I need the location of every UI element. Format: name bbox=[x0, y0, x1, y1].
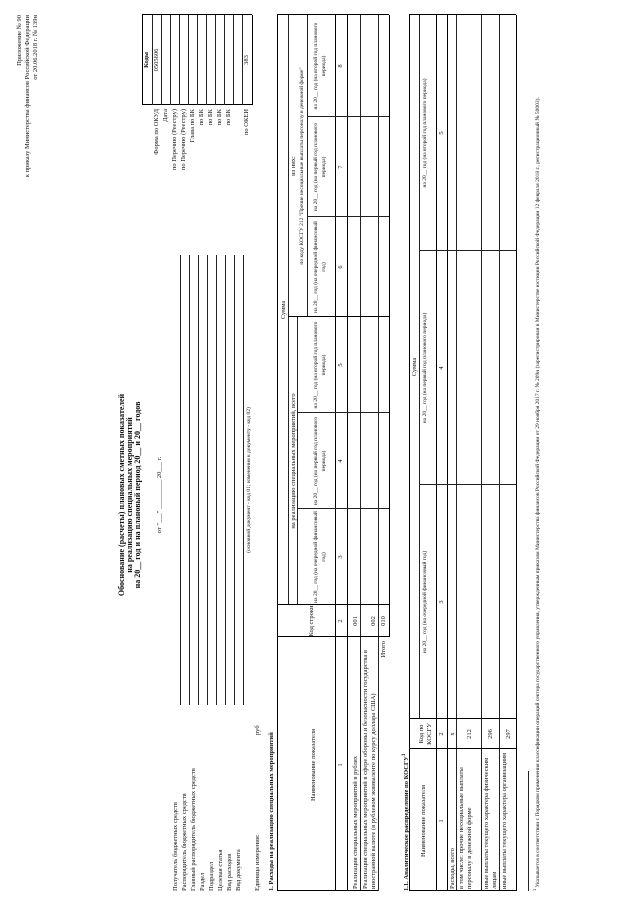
s11-header-name: Наименование показателя bbox=[420, 784, 427, 858]
code-label-date: Дата bbox=[162, 109, 169, 122]
code-label-okei: по ОКЕИ bbox=[243, 109, 250, 136]
s11-row-297-name: иные выплаты текущего характера организациям bbox=[501, 752, 508, 889]
field-manager: Распорядитель бюджетных средств bbox=[181, 793, 188, 891]
title-line-3: на 20__ год и на плановый период 20__ и 20__ годов bbox=[133, 401, 142, 589]
code-label-bk-4: по БК bbox=[225, 109, 232, 126]
s11-row-296-name: иные выплаты текущего характера физическим лицам bbox=[483, 757, 498, 889]
s11-row-212-code: 212 bbox=[466, 729, 473, 739]
field-recipient: Получатель бюджетных средств bbox=[172, 802, 179, 891]
s1-colnum-8: 8 bbox=[337, 64, 344, 68]
s11-row-total-name: Расходы, всего bbox=[449, 848, 456, 889]
document-title bbox=[118, 235, 164, 755]
appendix-number: Приложение № 90 bbox=[16, 15, 23, 66]
s1-row-total-name: Итого bbox=[380, 641, 387, 658]
code-label-bk-2: по БК bbox=[207, 109, 214, 126]
field-target-article: Целевая статья bbox=[217, 849, 224, 891]
s11-colnum-3: 3 bbox=[438, 600, 445, 604]
s11-colnum-1: 1 bbox=[438, 819, 445, 823]
s1-header-incl: из них: bbox=[290, 156, 297, 176]
s1-header-kosgu: по коду КОСГУ 212 "Прочие несоциальные выплаты персоналу в денежной форме" bbox=[299, 67, 305, 265]
appendix-order: к приказу Министерства финансов Российской Федерации bbox=[24, 15, 31, 178]
s1-period-3: на 20__ год (на второй год планового периода) bbox=[313, 321, 327, 409]
s1-colnum-4: 4 bbox=[337, 459, 344, 463]
section1-title: 1. Расходы на реализацию специальных мероприятий bbox=[268, 732, 275, 891]
title-date: от "___" _________ 20___ г. bbox=[156, 456, 163, 534]
s11-row-297-code: 297 bbox=[505, 729, 512, 739]
s1-period-1: на 20__ год (на очередной финансовый год) bbox=[313, 511, 327, 603]
codes-header: Коды bbox=[143, 52, 150, 68]
s11-period-2: на 20__ год (на первый год планового периода) bbox=[422, 312, 428, 424]
s1-colnum-2: 2 bbox=[337, 619, 344, 623]
title-line-1: Обоснование (расчеты) плановых сметных показателей bbox=[117, 393, 126, 597]
s1-row-rub-code: 001 bbox=[352, 616, 359, 626]
title-line-2: на реализацию специальных мероприятий bbox=[125, 417, 134, 573]
s1-header-sum: Сумма bbox=[280, 300, 287, 320]
s11-colnum-5: 5 bbox=[438, 131, 445, 135]
footnote bbox=[531, 71, 542, 891]
s1-period-4: на 20__ год (на очередной финансовый год) bbox=[313, 221, 327, 313]
s1-colnum-7: 7 bbox=[337, 165, 344, 169]
field-chief-manager: Главный распорядитель бюджетных средств bbox=[190, 768, 197, 891]
code-value-okei: 383 bbox=[243, 55, 250, 65]
s1-period-6: на 20__ год (на второй год планового периода) bbox=[313, 22, 327, 110]
s11-row-296-code: 296 bbox=[487, 729, 494, 739]
units-value: руб bbox=[254, 725, 261, 735]
s1-colnum-3: 3 bbox=[337, 555, 344, 559]
s1-header-special: на реализацию специальных мероприятий, всего bbox=[290, 393, 297, 529]
field-document-type: Вид документа bbox=[235, 849, 242, 891]
s11-colnum-4: 4 bbox=[438, 366, 445, 370]
field-expense-type: Вид расходов bbox=[226, 853, 233, 891]
s1-row-currency-code: 002 bbox=[370, 616, 377, 626]
s11-row-total-code: x bbox=[449, 732, 456, 736]
code-label-bk-3: по БК bbox=[216, 109, 223, 126]
s11-period-1: на 20__ год (на очередной финансовый год) bbox=[422, 550, 428, 654]
code-label-registry-2: по Перечню (Реестру) bbox=[180, 109, 187, 171]
s1-row-currency-name: Реализация специальных мероприятий в сфере обороны и безопасности государства в иностранной валюте (в рублевом эквиваленте по курсу доллара США) bbox=[362, 650, 377, 889]
section11-title-sup: 1 bbox=[401, 753, 407, 757]
s11-header-code: Код по КОСГУ bbox=[418, 723, 433, 745]
document-type-note: (основной документ - код 01; изменения к документу - код 02) bbox=[246, 407, 252, 553]
units-label: Единица измерения: bbox=[254, 834, 261, 891]
code-value-okud: 0505606 bbox=[153, 48, 160, 72]
code-label-head-bk: Глава по БК bbox=[189, 109, 196, 143]
s11-colnum-2: 2 bbox=[438, 732, 445, 736]
s1-period-2: на 20__ год (на первый год планового периода) bbox=[313, 416, 327, 506]
s1-colnum-1: 1 bbox=[337, 763, 344, 767]
footnote-text: Указывается в соответствии с Порядком применения классификации операций сектора государственного управления, утвержденным приказом Министерства финансов Российской Федерации от 29 ноября 2017 г. № 209н (зарегистрирован в Министерстве юстиции Российской Федерации 12 февраля 2018 г., регистрационный № 50003). bbox=[534, 97, 541, 888]
appendix-header bbox=[16, 15, 40, 285]
code-label-okud: Форма по ОКУД bbox=[153, 109, 160, 155]
s1-header-code: Код строки bbox=[308, 605, 315, 637]
s1-period-5: на 20__ год (на первый год планового периода) bbox=[313, 122, 327, 212]
field-section: Раздел bbox=[199, 872, 206, 891]
s1-colnum-6: 6 bbox=[337, 265, 344, 269]
s1-row-rub-name: Реализация специальных мероприятий в рублях bbox=[352, 755, 359, 889]
s1-row-total-code: 010 bbox=[380, 616, 387, 626]
s1-header-name: Наименование показателя bbox=[310, 728, 317, 802]
section11-title: 1.1. Аналитическое распределение по КОСГУ bbox=[403, 756, 411, 891]
s11-row-212-name: в том числе: прочие несоциальные выплаты персоналу в денежной форме bbox=[458, 767, 473, 889]
s1-colnum-5: 5 bbox=[337, 363, 344, 367]
s11-period-3: на 20__ год (на второй год планового периода) bbox=[422, 78, 428, 188]
code-label-bk-1: по БК bbox=[198, 109, 205, 126]
field-subsection: Подраздел bbox=[208, 861, 215, 891]
footnote-sup: 1 bbox=[532, 888, 537, 891]
appendix-date: от 20.06.2018 г. № 139н bbox=[32, 15, 39, 80]
s11-header-sum: Сумма bbox=[411, 357, 418, 377]
code-label-registry-1: по Перечню (Реестру) bbox=[171, 109, 178, 171]
